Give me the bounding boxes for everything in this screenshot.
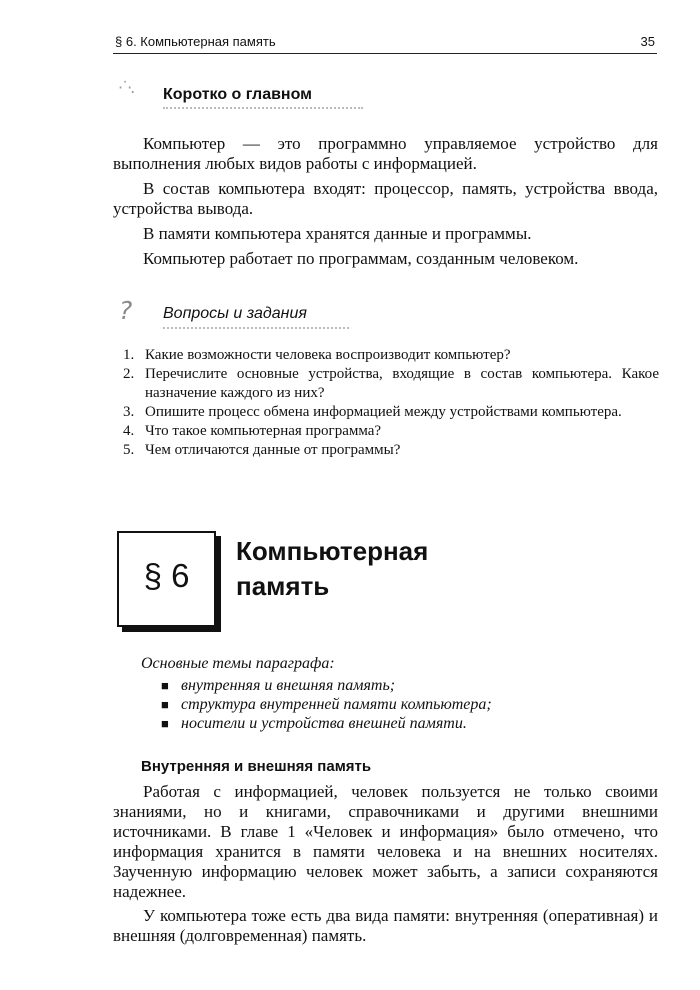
- summary-heading: Коротко о главном: [163, 86, 312, 103]
- question-item: [123, 441, 659, 460]
- summary-paragraph: В состав компьютера входят: процессор, память, устройства ввода, устройства вывода.: [113, 179, 658, 218]
- subsection-heading: Внутренняя и внешняя память: [141, 758, 372, 775]
- question-text: Чем отличаются данные от программы?: [145, 442, 401, 458]
- summary-block: [113, 134, 658, 274]
- question-mark-icon: ?: [119, 296, 133, 325]
- summary-paragraph: В памяти компьютера хранятся данные и программы.: [143, 224, 532, 243]
- section-number-box: [117, 531, 216, 627]
- topic-item: [161, 676, 492, 695]
- question-item: [123, 422, 659, 441]
- question-number: 2.: [123, 366, 135, 382]
- section-number: § 6: [143, 557, 190, 594]
- body-text: [113, 782, 658, 950]
- section-title: [236, 534, 496, 604]
- summary-paragraph: Компьютер работает по программам, созданным человеком.: [143, 249, 579, 268]
- question-number: 4.: [123, 423, 135, 439]
- question-text: Какие возможности человека воспроизводит компьютер?: [145, 347, 511, 363]
- question-item: [123, 365, 659, 403]
- summary-paragraph: Компьютер — это программно управляемое устройство для выполнения любых видов работы с информацией.: [113, 134, 658, 173]
- question-item: [123, 346, 659, 365]
- topic-item: [161, 714, 492, 733]
- bullet-icon: ■: [161, 716, 169, 731]
- question-item: [123, 403, 659, 422]
- topics-list: [161, 676, 492, 733]
- header-title: § 6. Компьютерная память: [115, 34, 276, 49]
- body-paragraph: У компьютера тоже есть два вида памяти: внутренняя (оперативная) и внешняя (долговременная) память.: [113, 906, 658, 945]
- topic-item: [161, 695, 492, 714]
- question-number: 5.: [123, 442, 135, 458]
- section-title-line: память: [236, 571, 330, 601]
- question-text: Опишите процесс обмена информацией между устройствами компьютера.: [145, 404, 622, 420]
- question-number: 1.: [123, 347, 135, 363]
- topics-title: Основные темы параграфа:: [141, 655, 335, 672]
- topic-text: структура внутренней памяти компьютера;: [181, 696, 492, 713]
- questions-heading: Вопросы и задания: [163, 305, 307, 322]
- body-paragraph: Работая с информацией, человек пользуется не только своими знаниями, но и книгами, справочниками и другими внешними источниками. В главе 1 «Человек и информация» было отмечено, что информация хранится в памяти человека и на внешних носителях. Заученную информацию человек может забыть, а записи сохраняются надежнее.: [113, 782, 658, 901]
- question-number: 3.: [123, 404, 135, 420]
- topic-text: внутренняя и внешняя память;: [181, 677, 396, 694]
- section-title-line: Компьютерная: [236, 536, 429, 566]
- bullet-icon: ■: [161, 697, 169, 712]
- questions-list: [123, 346, 659, 460]
- page-number: 35: [640, 34, 655, 49]
- bullet-icon: ■: [161, 678, 169, 693]
- running-header: [113, 31, 657, 54]
- questions-heading-rule: [163, 327, 349, 329]
- topic-text: носители и устройства внешней памяти.: [181, 715, 467, 732]
- summary-heading-rule: [163, 107, 363, 109]
- question-text: Что такое компьютерная программа?: [145, 423, 382, 439]
- sparkle-icon: ·˙·.: [118, 78, 134, 97]
- question-text: Перечислите основные устройства, входящие в состав компьютера. Какое назначение каждого из них?: [145, 366, 659, 401]
